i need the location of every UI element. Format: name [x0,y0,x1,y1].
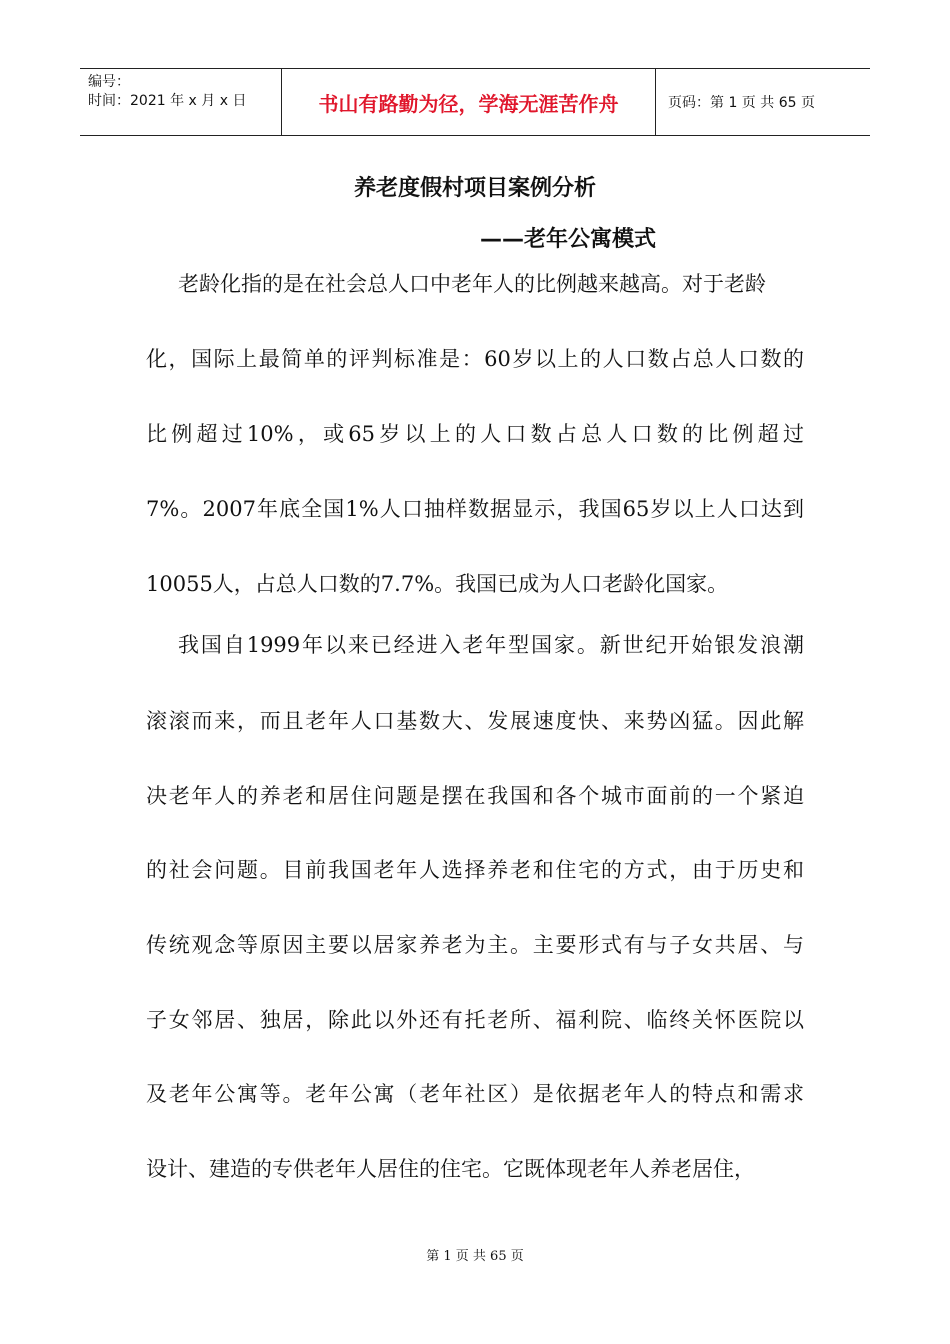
body-line: 及老年公寓等。老年公寓（老年社区）是依据老年人的特点和需求 [146,1082,804,1106]
page-footer: 第 1 页 共 65 页 [426,1249,524,1264]
document-subtitle: ——老年公寓模式 [480,227,657,252]
body-line: 设计、建造的专供老年人居住的住宅。它既体现老年人养老居住， [146,1157,755,1181]
body-line: 10055人，占总人口数的7.7%。我国已成为人口老龄化国家。 [146,572,729,596]
header-page-number: 页码：第 1 页 共 65 页 [668,95,815,111]
page-header [80,68,870,136]
body-line: 化，国际上最简单的评判标准是：60岁以上的人口数占总人口数的 [146,347,804,371]
document-date-label: 时间：2021 年 x 月 x 日 [88,93,247,109]
body-line: 7%。2007年底全国1%人口抽样数据显示，我国65岁以上人口达到 [146,497,804,521]
body-line: 的社会问题。目前我国老年人选择养老和住宅的方式，由于历史和 [146,858,804,882]
body-line: 决老年人的养老和居住问题是摆在我国和各个城市面前的一个紧迫 [146,784,804,808]
document-number-label: 编号： [88,74,130,90]
body-line: 子女邻居、独居，除此以外还有托老所、福利院、临终关怀医院以 [146,1008,804,1032]
body-line: 传统观念等原因主要以居家养老为主。主要形式有与子女共居、与 [146,933,804,957]
header-meta [80,69,281,135]
body-line: 老龄化指的是在社会总人口中老年人的比例越来越高。对于老龄 [178,272,766,296]
header-motto: 书山有路勤为径，学海无涯苦作舟 [281,69,656,135]
document-title: 养老度假村项目案例分析 [353,176,596,201]
body-line: 我国自1999年以来已经进入老年型国家。新世纪开始银发浪潮 [178,633,804,657]
body-line: 比例超过10%，或65岁以上的人口数占总人口数的比例超过 [146,422,804,446]
body-line: 滚滚而来，而且老年人口基数大、发展速度快、来势凶猛。因此解 [146,709,804,733]
